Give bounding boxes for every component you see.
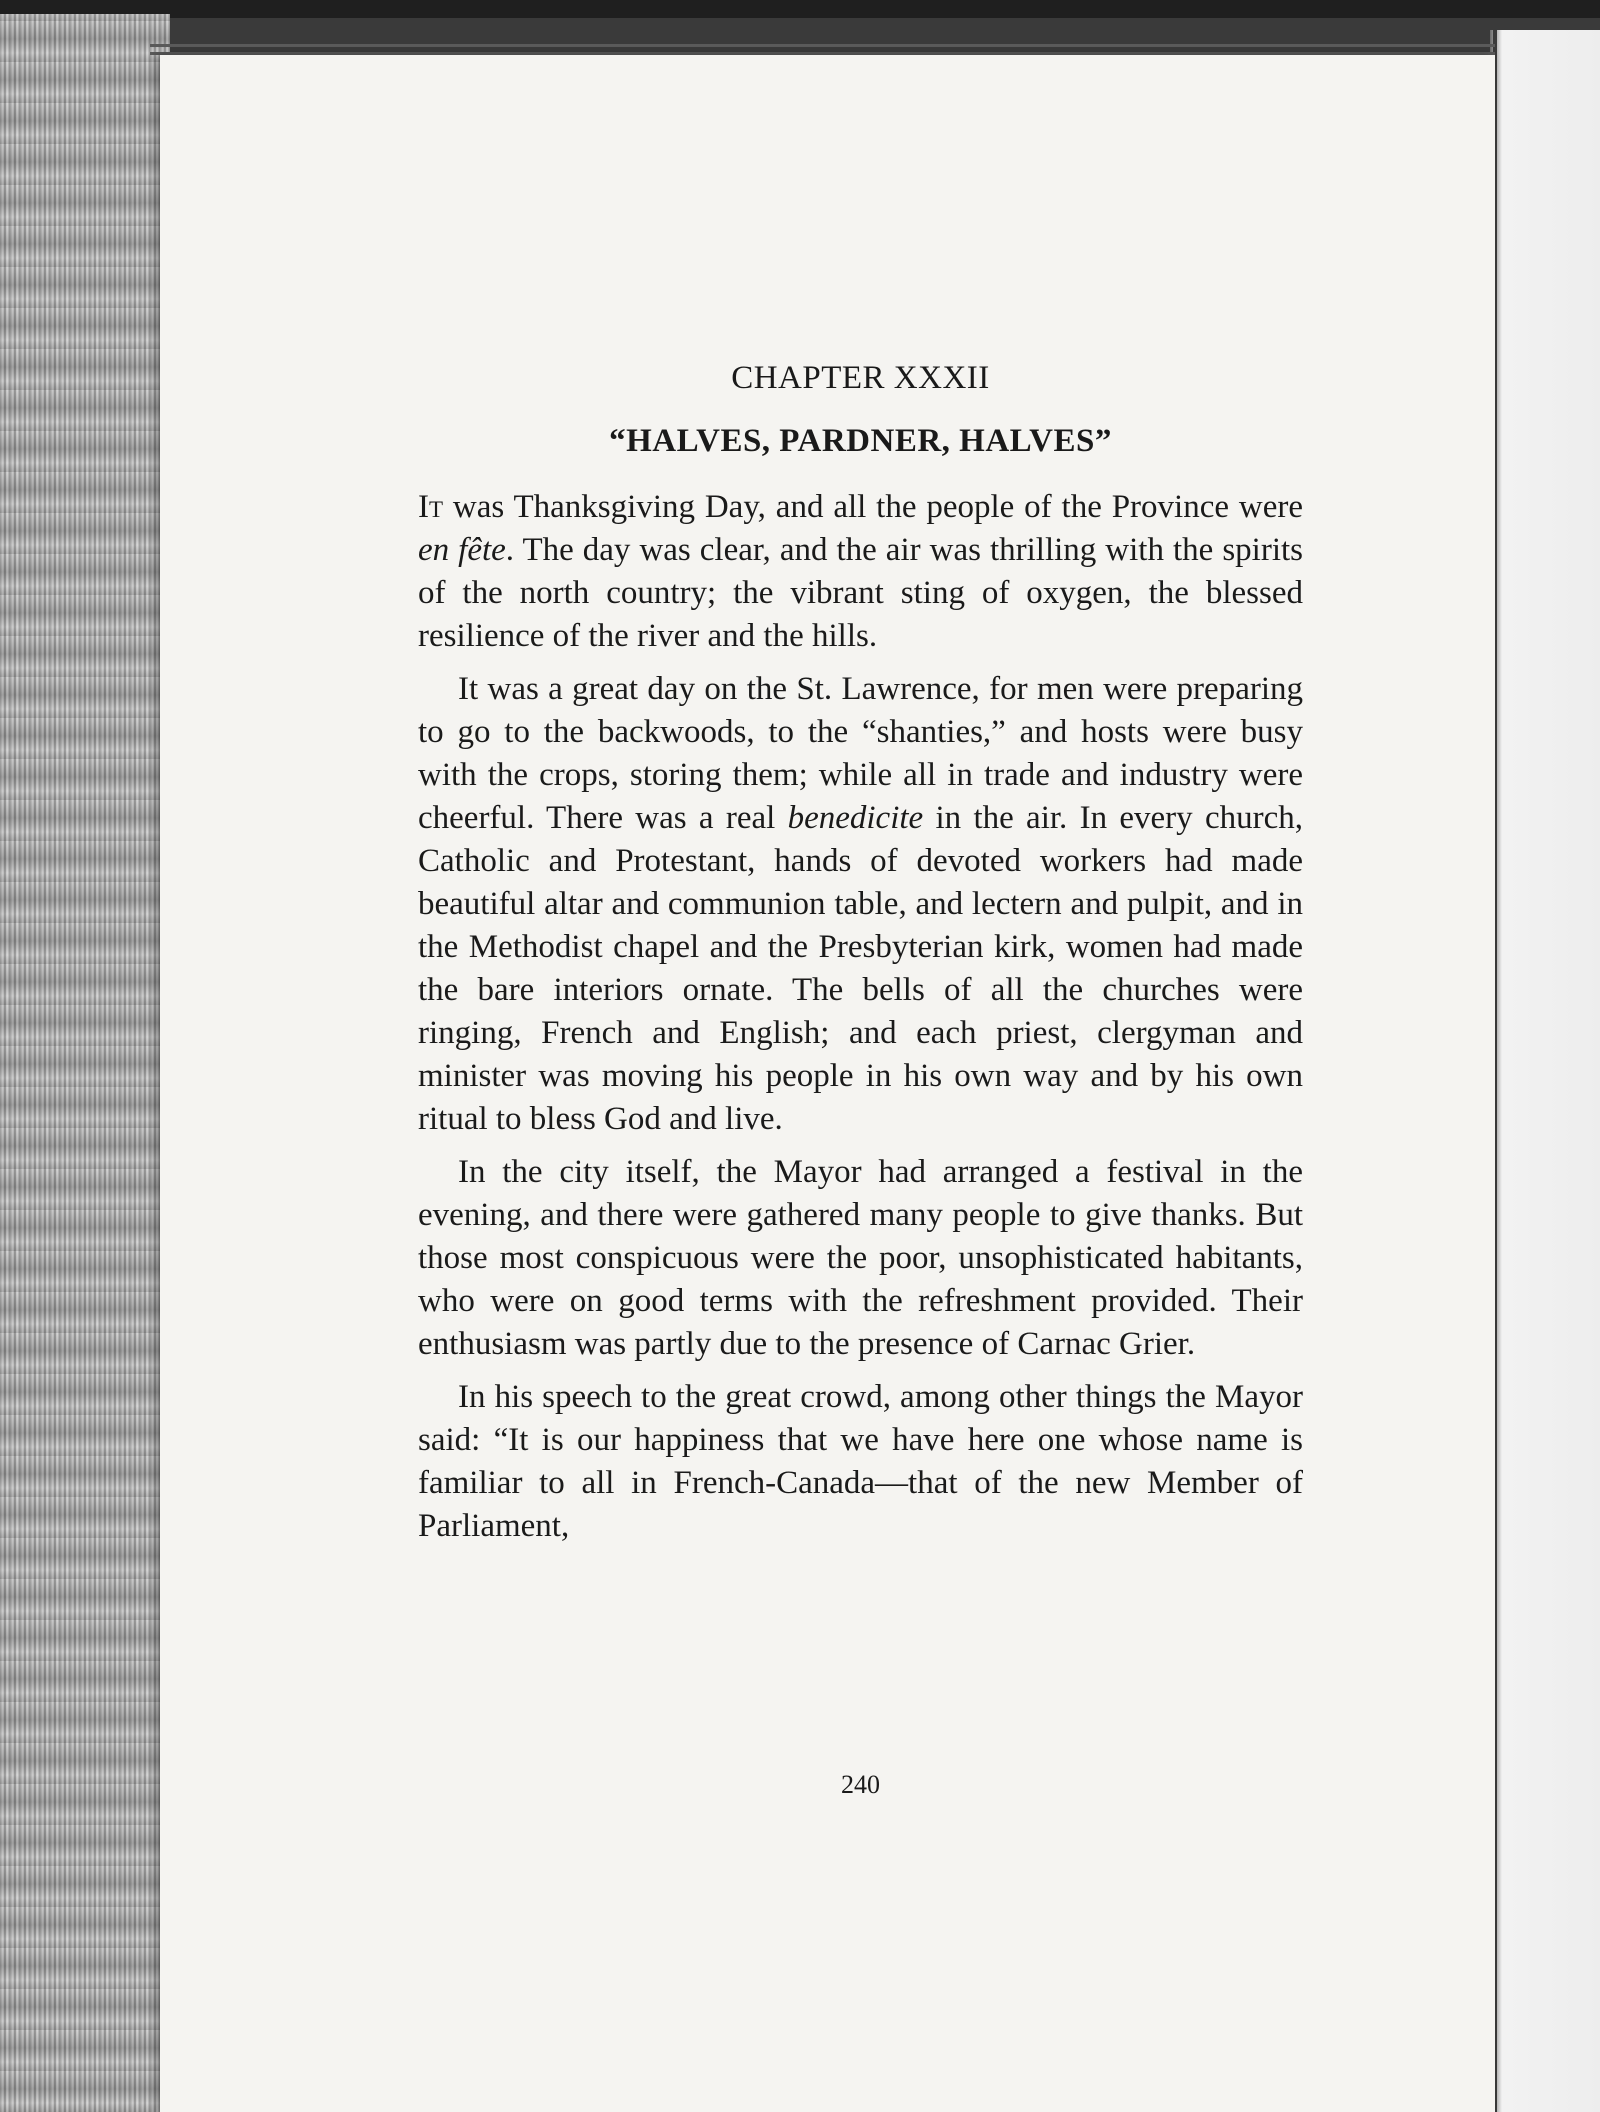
paragraph xyxy=(418,1151,1303,1366)
page-edges xyxy=(0,14,170,2112)
body-text xyxy=(418,486,1303,1548)
paragraph-text: In his speech to the great crowd, among other things the Mayor said: “It is our happiness that we have here one whose name is familiar to all in French-Canada—that of the new Member of Parliament, xyxy=(418,1379,1303,1544)
page-top-edge xyxy=(150,44,1495,47)
right-page-edge xyxy=(1490,30,1600,2112)
paragraph-lead-word: It xyxy=(418,489,444,525)
italic-phrase: benedicite xyxy=(787,800,924,836)
paragraph-text: . The day was clear, and the air was thrilling with the spirits of the north country; the vibrant sting of oxygen, the blessed resilience of the river and the hills. xyxy=(418,532,1303,654)
chapter-title: “HALVES, PARDNER, HALVES” xyxy=(609,423,1112,459)
paragraph xyxy=(418,668,1303,1141)
paragraph-text: was Thanksgiving Day, and all the people of the Province were xyxy=(443,489,1303,525)
chapter-heading: CHAPTER XXXII xyxy=(731,360,990,396)
page-number: 240 xyxy=(841,1770,880,1799)
text-block xyxy=(418,360,1303,1558)
italic-phrase: en fête xyxy=(418,532,506,568)
scan-top-border xyxy=(0,0,1600,18)
paragraph xyxy=(418,1376,1303,1548)
paragraph-text: in the air. In every church, Catholic and Protestant, hands of devoted workers had made beautiful altar and communion table, and lectern and pulpit, and in the Methodist chapel and the Presbyterian kirk, women had made the bare interiors ornate. The bells of all the churches were ringing, French and English; and each priest, clergyman and minister was moving his people in his own way and by his own ritual to bless God and live. xyxy=(418,800,1303,1137)
paragraph xyxy=(418,486,1303,658)
paragraph-text: It was a great day on the St. Lawrence, for men were preparing to go to the backwoods, to the “shanties,” and hosts were busy with the crops, storing them; while all in trade and industry were cheerful. There was a real xyxy=(418,671,1303,836)
paragraph-text: In the city itself, the Mayor had arranged a festival in the evening, and there were gathered many people to give thanks. But those most conspicuous were the poor, unsophisticated habitants, who were on good terms with the refreshment provided. Their enthusiasm was partly due to the presence of Carnac Grier. xyxy=(418,1154,1303,1362)
